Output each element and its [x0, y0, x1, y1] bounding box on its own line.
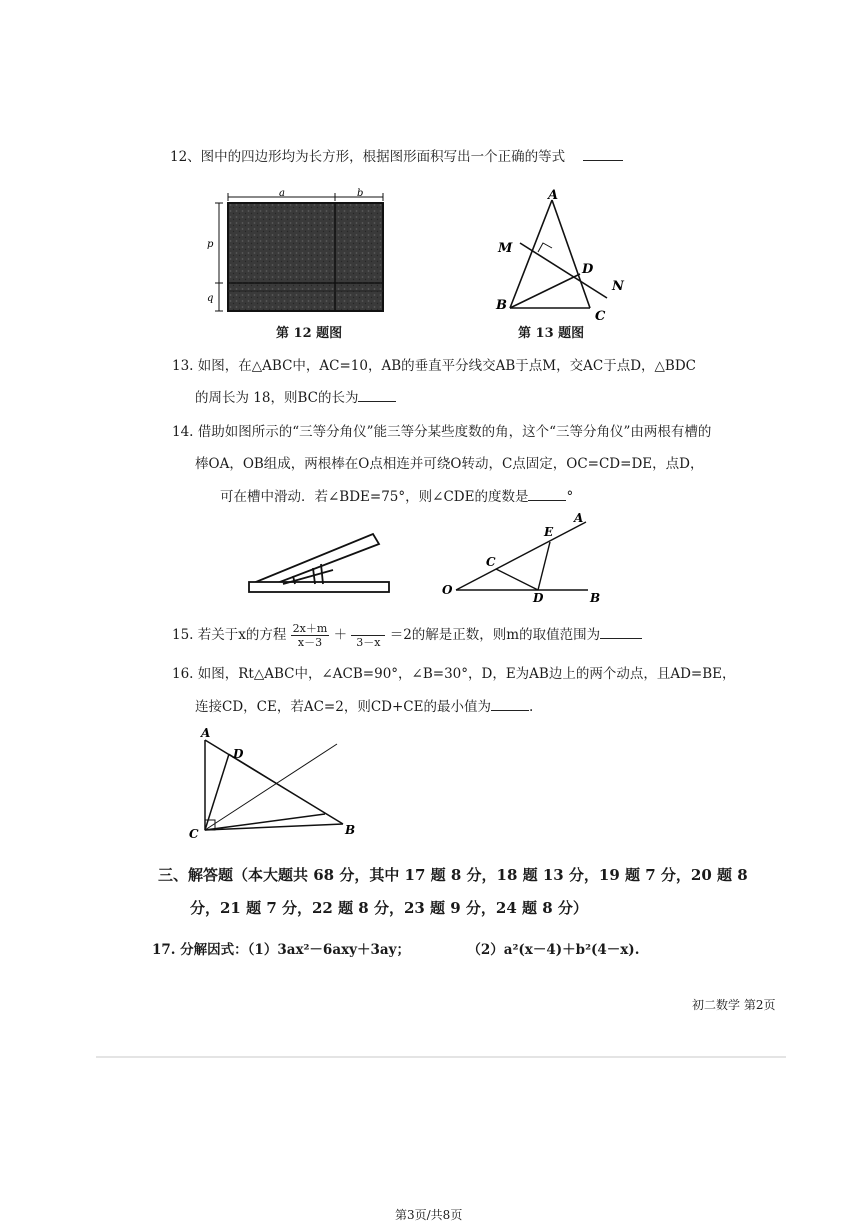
- q15-prefix: 15. 若关于x的方程: [172, 627, 287, 643]
- q16-segment-cd: [205, 754, 229, 830]
- q12-big-rectangle: [228, 203, 383, 311]
- q14-line-2: 棒OA，OB组成，两根棒在O点相连并可绕O转动，C点固定，OC=CD=DE，点D，: [195, 456, 704, 472]
- q13-point-d: D: [582, 262, 594, 277]
- q13-triangle-figure: [490, 185, 640, 325]
- q16-line-1: 16. 如图，Rt△ABC中，∠ACB=90°，∠B=30°，D，E为AB边上的两个动点，且AD=BE，: [172, 666, 736, 682]
- q14-degree-sign: °: [566, 489, 574, 505]
- page-number: 第3页/共8页: [395, 1208, 463, 1222]
- q16-line-2: [195, 696, 533, 717]
- q15-suffix: ＝2的解是正数，则m的取值范围为: [389, 627, 601, 643]
- q14-segment-cd: [496, 569, 538, 590]
- question-15: [172, 620, 642, 650]
- page-footer-label: 初二数学 第2页: [692, 998, 776, 1012]
- q14-ray-oa: [456, 522, 586, 590]
- q14-point-e: E: [544, 525, 554, 539]
- q12-answer-blank: [583, 146, 623, 161]
- q15-fraction-2: [351, 622, 385, 649]
- q13-figure-caption: 第 13 题图: [518, 326, 585, 341]
- q12-label-a: a: [279, 188, 285, 199]
- q13-point-n: N: [612, 279, 624, 294]
- q16-period: .: [528, 699, 534, 715]
- q13-perpendicular-bisector: [520, 243, 607, 298]
- q16-answer-blank: [491, 696, 529, 711]
- q14-point-o: O: [442, 583, 453, 597]
- q13-point-b: B: [496, 298, 507, 313]
- q17-part-1: 17. 分解因式：（1）3ax²－6axy＋3ay；: [152, 942, 410, 958]
- q14-point-c: C: [486, 555, 496, 569]
- q13-point-m: M: [498, 241, 513, 256]
- q13-line-2: [195, 387, 396, 408]
- q14-line-3: [220, 486, 573, 507]
- q14-segment-de: [538, 542, 550, 590]
- q15-answer-blank: [600, 624, 642, 639]
- q15-fraction-2-denominator: 3－x: [356, 636, 381, 649]
- q12-label-b: b: [357, 188, 364, 199]
- q15-fraction-2-numerator: [351, 622, 385, 636]
- q13-point-c: C: [595, 309, 606, 324]
- q12-rectangle-figure: [205, 185, 395, 320]
- q12-stem: 12、图中的四边形均为长方形，根据图形面积写出一个正确的等式: [170, 149, 566, 165]
- q13-side-ac: [552, 200, 590, 308]
- section-3-heading-line-2: 分，21 题 7 分，22 题 8 分，23 题 9 分，24 题 8 分）: [190, 899, 588, 917]
- q16-point-a: A: [201, 726, 211, 740]
- question-17: [152, 940, 639, 960]
- q16-triangle-figure: [185, 722, 365, 842]
- q14-line-1: 14. 借助如图所示的“三等分角仪”能三等分某些度数的角，这个“三等分角仪”由两根有槽的: [172, 424, 712, 440]
- q17-part-2: （2）a²(x－4)＋b²(4－x).: [467, 942, 640, 958]
- q15-fraction-1-denominator: x－3: [297, 636, 323, 649]
- q14-answer-blank: [528, 486, 566, 501]
- q14-point-a: A: [574, 511, 584, 525]
- q16-point-c: C: [189, 827, 199, 841]
- q15-plus: ＋: [333, 627, 348, 643]
- q14-trisector-diagram: [438, 510, 608, 605]
- q16-point-b: B: [345, 823, 356, 837]
- q14-line-3-text: 可在槽中滑动．若∠BDE=75°，则∠CDE的度数是: [220, 489, 529, 505]
- q13-line-1: 13. 如图，在△ABC中，AC=10，AB的垂直平分线交AB于点M，交AC于点D，△BDC: [172, 358, 696, 374]
- page-divider: [96, 1056, 786, 1058]
- section-3-heading-line-1: 三、解答题（本大题共 68 分，其中 17 题 8 分，18 题 13 分，19 题 7 分，20 题 8: [158, 866, 748, 884]
- q14-point-b: B: [590, 591, 601, 605]
- q12-figure-caption: 第 12 题图: [276, 326, 343, 341]
- q13-line-2-text: 的周长为 18，则BC的长为: [195, 390, 359, 406]
- q14-lower-rod: [249, 582, 389, 592]
- q14-point-d: D: [533, 591, 544, 605]
- q12-label-q: q: [207, 293, 214, 304]
- q15-fraction-1: [291, 622, 330, 649]
- q13-point-a: A: [548, 188, 559, 203]
- question-12: [170, 146, 623, 167]
- q12-label-p: p: [207, 239, 214, 250]
- q16-line-2-text: 连接CD，CE，若AC=2，则CD+CE的最小值为: [195, 699, 491, 715]
- q16-point-d: D: [233, 747, 244, 761]
- q13-side-ab: [510, 200, 552, 308]
- q14-trisector-photo: [243, 518, 393, 598]
- q13-answer-blank: [358, 387, 396, 402]
- q13-right-angle-mark: [538, 243, 552, 252]
- q15-fraction-1-numerator: 2x＋m: [292, 622, 328, 635]
